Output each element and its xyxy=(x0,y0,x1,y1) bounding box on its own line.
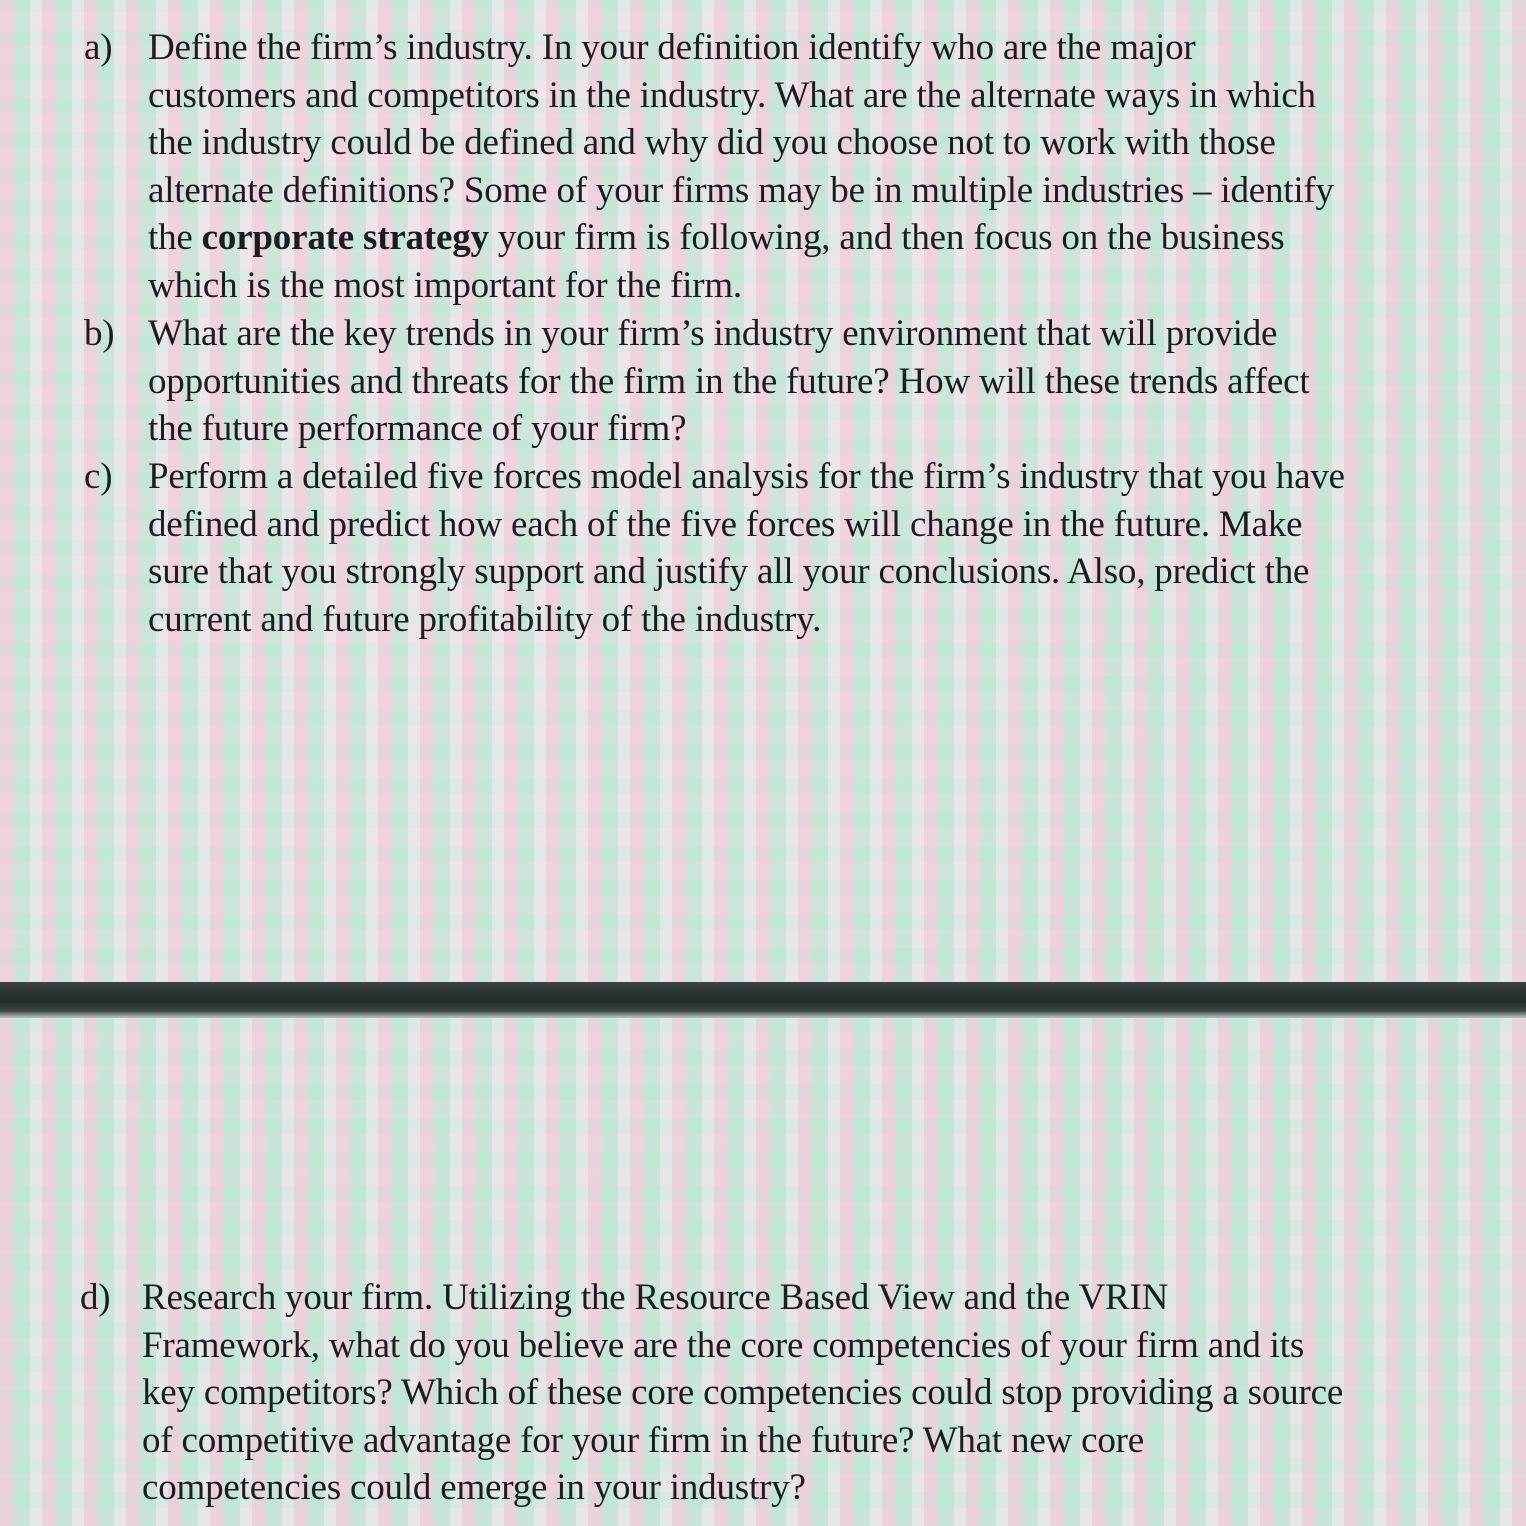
question-b-marker: b) xyxy=(84,313,115,354)
question-d-line: Research your firm. Utilizing the Resource Based View and the VRIN xyxy=(142,1277,1169,1318)
question-a-line-prefix: the xyxy=(148,217,193,259)
question-c-text xyxy=(148,453,1345,643)
question-a-line: the industry could be defined and why did you choose not to work with those xyxy=(148,122,1276,164)
question-a-line: Define the firm’s industry. In your definition identify who are the major xyxy=(148,27,1196,68)
question-b-line: the future performance of your firm? xyxy=(148,408,687,450)
question-b-line: What are the key trends in your firm’s industry environment that will provide xyxy=(148,313,1278,354)
question-d-text xyxy=(142,1274,1343,1512)
question-c-line: defined and predict how each of the five forces will change in the future. Make xyxy=(148,503,1303,545)
question-a-line: alternate definitions? Some of your firms may be in multiple industries – identify xyxy=(148,169,1334,211)
question-c-line: Perform a detailed five forces model analysis for the firm’s industry that you have xyxy=(148,456,1345,497)
question-c-marker: c) xyxy=(84,456,113,497)
question-a-text xyxy=(148,24,1334,310)
question-d-line: key competitors? Which of these core competencies could stop providing a source xyxy=(142,1372,1344,1414)
question-a-marker: a) xyxy=(84,27,113,68)
question-a-line xyxy=(148,214,1334,262)
question-a-line: customers and competitors in the industry. What are the alternate ways in which xyxy=(148,74,1316,116)
lower-document-pane xyxy=(0,1020,1526,1526)
question-d-line: Framework, what do you believe are the core competencies of your firm and its xyxy=(142,1324,1305,1366)
question-d-line: competencies could emerge in your industry? xyxy=(142,1467,806,1509)
question-c-line: current and future profitability of the industry. xyxy=(148,598,822,640)
pane-splitter[interactable] xyxy=(0,982,1526,1018)
question-b-text xyxy=(148,310,1309,453)
question-b-line: opportunities and threats for the firm in the future? How will these trends affect xyxy=(148,360,1310,402)
question-d-marker: d) xyxy=(80,1277,111,1318)
corporate-strategy-emphasis: corporate strategy xyxy=(201,217,489,259)
question-c-line: sure that you strongly support and justify all your conclusions. Also, predict the xyxy=(148,551,1310,593)
question-a-line: which is the most important for the firm. xyxy=(148,264,742,306)
question-d-line: of competitive advantage for your firm in the future? What new core xyxy=(142,1419,1144,1461)
question-a-line-suffix: your firm is following, and then focus on the business xyxy=(497,217,1285,259)
